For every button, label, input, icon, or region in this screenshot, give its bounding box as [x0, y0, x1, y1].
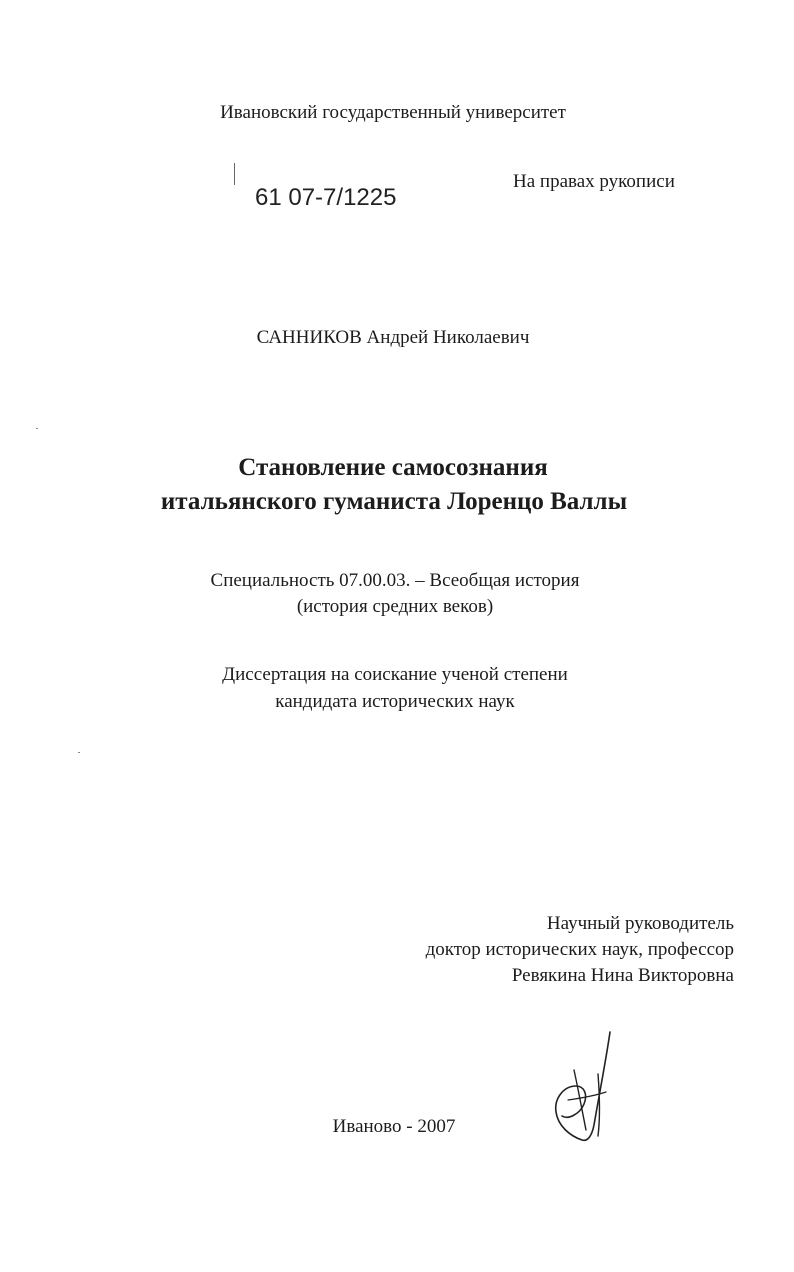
dissertation-degree-line-2: кандидата исторических наук: [275, 691, 515, 712]
supervisor-name: Ревякина Нина Викторовна: [511, 965, 734, 986]
archive-mark: [234, 163, 235, 185]
city-year: Иваново - 2007: [332, 1116, 456, 1137]
university-name: Ивановский государственный университет: [220, 102, 566, 123]
dissertation-title-line-1: Становление самосознания: [238, 454, 548, 481]
specialty-line-2: (история средних веков): [296, 596, 494, 617]
rights-note: На правах рукописи: [513, 171, 675, 192]
archive-code: 61 07-7/1225: [255, 184, 397, 211]
dissertation-title-line-2: итальянского гуманиста Лоренцо Валлы: [160, 488, 628, 515]
scan-speck: [36, 428, 38, 429]
supervisor-degree: доктор исторических наук, профессор: [425, 939, 734, 960]
author-name: САННИКОВ Андрей Николаевич: [256, 327, 530, 348]
supervisor-label: Научный руководитель: [546, 913, 734, 934]
dissertation-degree-line-1: Диссертация на соискание ученой степени: [222, 664, 568, 685]
scan-speck: [78, 752, 80, 753]
specialty-line-1: Специальность 07.00.03. – Всеобщая история: [210, 570, 580, 591]
